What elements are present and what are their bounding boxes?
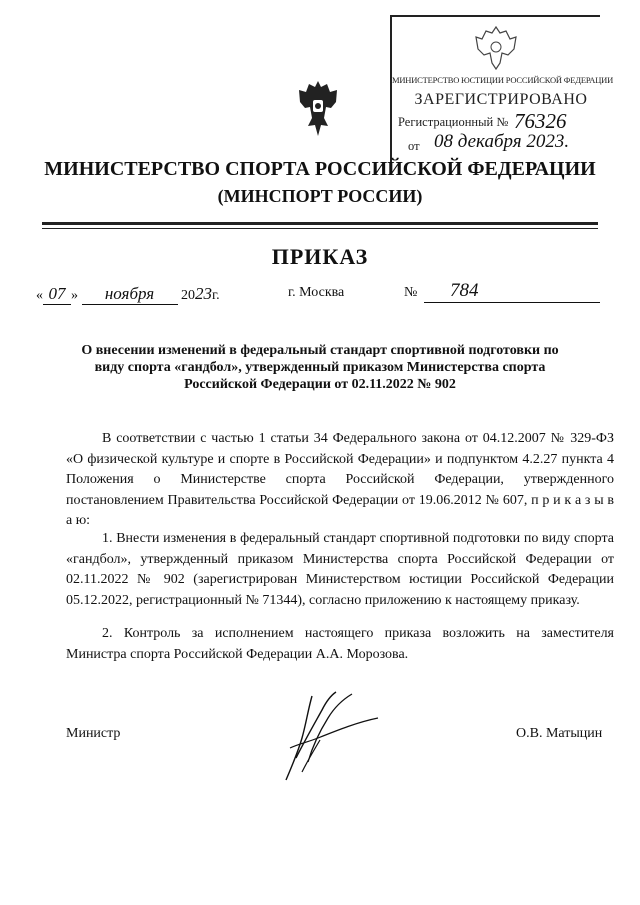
ministry-title: МИНИСТЕРСТВО СПОРТА РОССИЙСКОЙ ФЕДЕРАЦИИ — [44, 158, 596, 180]
order-number: 784 — [424, 280, 600, 303]
stamp-regno-value: 76326 — [514, 109, 567, 133]
date-quote-open: « — [36, 288, 43, 303]
stamp-registered-text: ЗАРЕГИСТРИРОВАНО — [414, 91, 588, 108]
coat-of-arms-icon — [290, 78, 346, 140]
ministry-short-name: (МИНСПОРТ РОССИИ) — [217, 186, 423, 206]
header-divider-thin — [42, 228, 598, 229]
date-month: ноября — [82, 284, 178, 305]
date-year-suffix: г. — [212, 288, 220, 303]
order-number-label: № — [404, 285, 418, 300]
order-item-1: 1. Внести изменения в федеральный стандарт спортивной подготовки по виду спорта «гандбол», утвержденный приказом Министерства спорта Российской Федерации от 02.11.2022 № 902 (зарегистрирован Министерством юстиции Российской Федерации 05.12.2022, регистрационный № 71344), согласно приложению к настоящему приказу. — [66, 531, 614, 608]
stamp-regno-label: Регистрационный № — [398, 115, 509, 129]
preamble-paragraph: В соответствии с частью 1 статьи 34 Федерального закона от 04.12.2007 № 329-ФЗ «О физической культуре и спорте в Российской Федерации» и подпунктом 4.2.27 пункта 4 Положения о Министерстве спорта Российской Федерации, утвержденного постановлением Правительства Российской Федерации от 19.06.2012 № 607, п р и к а з ы в а ю: — [66, 431, 614, 528]
signatory-position: Министр — [66, 726, 121, 741]
stamp-emblem-icon — [472, 23, 520, 75]
date-year-prefix: 20 — [181, 288, 195, 303]
order-item-2: 2. Контроль за исполнением настоящего приказа возложить на заместителя Министра спорта Российской Федерации А.А. Морозова. — [66, 626, 614, 662]
document-type-title: ПРИКАЗ — [271, 244, 369, 269]
signatory-name: О.В. Матыцин — [516, 726, 603, 741]
registration-stamp — [390, 15, 614, 163]
order-city: г. Москва — [288, 285, 345, 300]
date-quote-close: » — [71, 288, 78, 303]
order-date — [36, 284, 220, 305]
header-divider-thick — [42, 222, 598, 225]
stamp-date-label: от — [408, 139, 420, 153]
date-day: 07 — [43, 284, 71, 305]
order-subject: О внесении изменений в федеральный стандарт спортивной подготовки по виду спорта «гандбол», утвержденный приказом Министерства спорта Российской Федерации от 02.11.2022 № 902 — [81, 343, 559, 392]
stamp-date-value: 08 декабря 2023. — [434, 131, 570, 152]
stamp-ministry-text: МИНИСТЕРСТВО ЮСТИЦИИ РОССИЙСКОЙ ФЕДЕРАЦИИ — [392, 75, 614, 85]
date-year: 23 — [195, 284, 212, 303]
handwritten-signature — [278, 688, 388, 784]
